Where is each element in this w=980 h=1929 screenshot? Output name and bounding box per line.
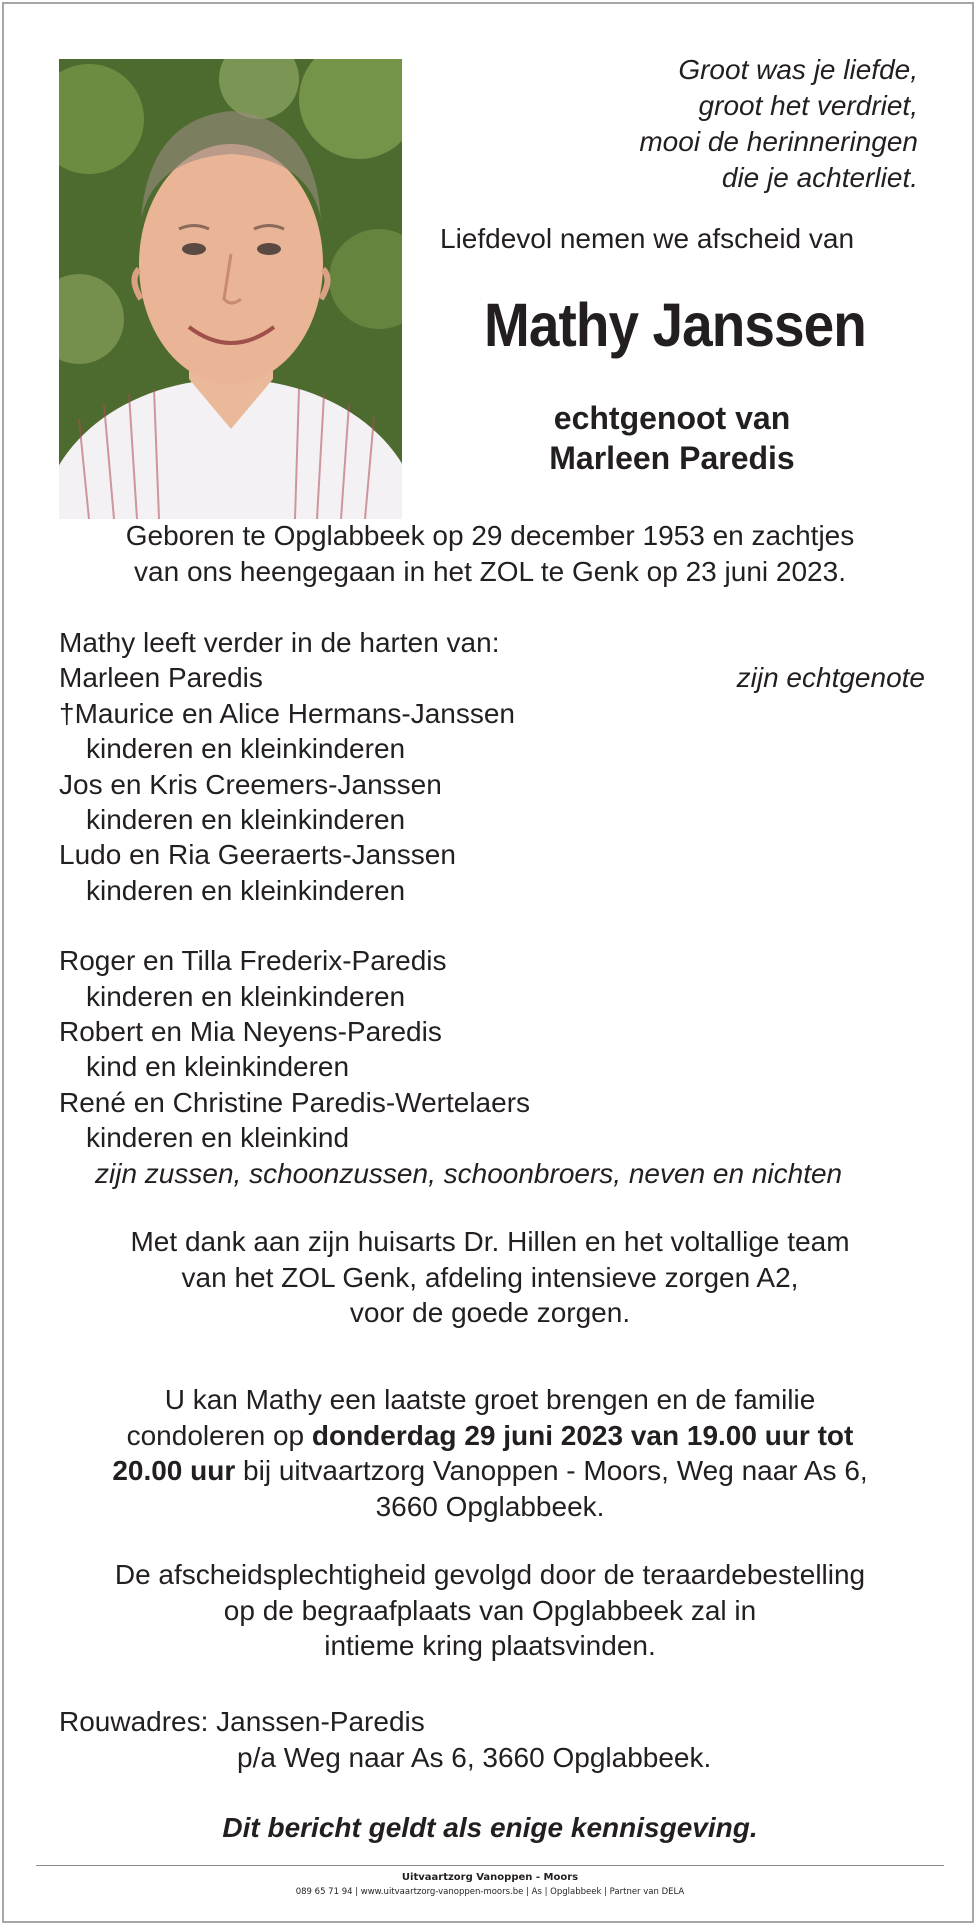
family-member-note: kind en kleinkinderen <box>86 1051 350 1083</box>
birth-death-info <box>60 518 920 590</box>
visit-line-4: 3660 Opglabbeek. <box>375 1490 605 1522</box>
family-member-name: Jos en Kris Creemers-Janssen <box>59 768 442 800</box>
visit-date-time: donderdag 29 juni 2023 van 19.00 uur tot <box>311 1419 854 1451</box>
visit-line-3 <box>60 1453 920 1489</box>
deceased-name: Mathy Janssen <box>484 291 866 359</box>
family-member-name: Robert en Mia Neyens-Paredis <box>59 1016 442 1048</box>
poem-line: Groot was je liefde, <box>678 54 918 85</box>
family-spouse-relation: zijn echtgenote <box>736 662 925 694</box>
family-spouse-row <box>59 660 925 695</box>
family-member-note: kinderen en kleinkinderen <box>86 733 406 765</box>
visitation-info <box>60 1382 920 1524</box>
visit-line-2 <box>60 1418 920 1454</box>
ceremony-info <box>60 1557 920 1664</box>
visit-location: bij uitvaartzorg Vanoppen - Moors, Weg naar As 6, <box>235 1455 868 1486</box>
address-line-2: p/a Weg naar As 6, 3660 Opglabbeek. <box>237 1742 712 1773</box>
thanks-line-1: Met dank aan zijn huisarts Dr. Hillen en het voltallige team <box>130 1226 850 1257</box>
poem <box>498 52 918 196</box>
footer-details: 089 65 71 94 | www.uitvaartzorg-vanoppen-moors.be | As | Opglabbeek | Partner van DELA <box>295 1887 685 1897</box>
family-spouse-name: Marleen Paredis <box>59 662 263 694</box>
family-list <box>59 625 925 1191</box>
thanks-message <box>60 1224 920 1331</box>
visit-line-1: U kan Mathy een laatste groet brengen en de familie <box>164 1384 816 1415</box>
ceremony-line-2: op de begraafplaats van Opglabbeek zal in <box>223 1594 757 1626</box>
family-member-name: †Maurice en Alice Hermans-Janssen <box>59 697 515 729</box>
birth-line-1: Geboren te Opglabbeek op 29 december 1953 en zachtjes <box>125 520 855 551</box>
footer-company: Uitvaartzorg Vanoppen - Moors <box>401 1872 579 1883</box>
intro-text: Liefdevol nemen we afscheid van <box>440 223 855 254</box>
ceremony-line-3: intieme kring plaatsvinden. <box>324 1630 656 1661</box>
thanks-line-3: voor de goede zorgen. <box>349 1297 631 1328</box>
address-line-1: Rouwadres: Janssen-Paredis <box>59 1706 425 1737</box>
portrait-photo <box>59 59 402 519</box>
family-member-note: kinderen en kleinkinderen <box>86 980 406 1012</box>
poem-line: mooi de herinneringen <box>639 126 918 157</box>
family-member-note: kinderen en kleinkind <box>86 1122 350 1154</box>
spouse-line-2: Marleen Paredis <box>549 440 795 476</box>
visit-text: condoleren op <box>126 1419 312 1451</box>
family-member-name: Ludo en Ria Geeraerts-Janssen <box>59 839 456 871</box>
ceremony-line-1: De afscheidsplechtigheid gevolgd door de teraardebestelling <box>114 1559 866 1590</box>
thanks-line-2: van het ZOL Genk, afdeling intensieve zorgen A2, <box>181 1261 799 1293</box>
spouse-info <box>470 398 874 478</box>
family-heading: Mathy leeft verder in de harten van: <box>59 627 500 658</box>
poem-line: die je achterliet. <box>721 162 918 193</box>
mourning-address <box>59 1704 919 1776</box>
visit-end-time: 20.00 uur <box>112 1455 236 1486</box>
family-member-name: René en Christine Paredis-Wertelaers <box>59 1086 531 1118</box>
spouse-line-1: echtgenoot van <box>553 400 791 436</box>
family-member-note: kinderen en kleinkinderen <box>86 874 406 906</box>
family-member-name: Roger en Tilla Frederix-Paredis <box>59 945 447 977</box>
birth-line-2: van ons heengegaan in het ZOL te Genk op 23 juni 2023. <box>134 556 846 587</box>
family-spacer <box>59 908 921 943</box>
family-closing: zijn zussen, schoonzussen, schoonbroers, neven en nichten <box>95 1157 843 1189</box>
poem-line: groot het verdriet, <box>698 90 918 121</box>
notice-statement: Dit bericht geldt als enige kennisgeving. <box>222 1812 758 1843</box>
family-member-note: kinderen en kleinkinderen <box>86 804 406 836</box>
footer-divider <box>36 1865 944 1866</box>
